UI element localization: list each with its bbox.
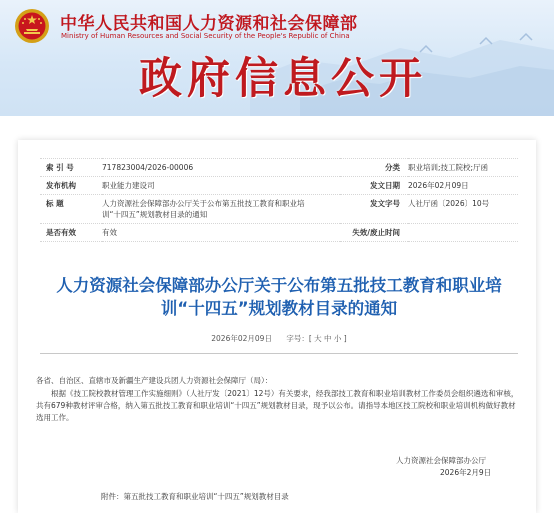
issuer-value: 职业能力建设司 <box>102 177 340 195</box>
publish-info-bar <box>40 333 518 344</box>
attachment-link[interactable]: 附件：第五批技工教育和职业培训“十四五”规划教材目录 <box>101 492 289 501</box>
index-label: 索 引 号 <box>40 159 102 177</box>
ministry-name-cn: 中华人民共和国人力资源和社会保障部 <box>60 14 358 34</box>
valid-value: 有效 <box>102 224 340 242</box>
date-label: 发文日期 <box>340 177 408 195</box>
metadata-row <box>40 224 518 242</box>
addressee: 各省、自治区、直辖市及新疆生产建设兵团人力资源社会保障厅（局）： <box>36 376 273 385</box>
date-value: 2026年02月09日 <box>408 177 518 195</box>
title-value: 人力资源社会保障部办公厅关于公布第五批技工教育和职业培训“十四五”规划教材目录的通知 <box>102 195 340 224</box>
metadata-row <box>40 195 518 224</box>
body-paragraph: 根据《技工院校教材管理工作实施细则》（人社厅发〔2021〕12号）有关要求，经我部技工教育和职业培训教材工作委员会组织遴选和审核，共有679种教材评审合格，纳入第五批技工教育和职业培训“十四五”规划教材目录，现予以公布。请指导本地区技工院校和职业培训机构做好教材选用工作。 <box>36 389 519 422</box>
document-metadata-table <box>40 158 518 242</box>
index-value: 717823004/2026-00006 <box>102 159 340 177</box>
banner-title: 政府信息公开 <box>139 54 427 104</box>
docno-value: 人社厅函〔2026〕10号 <box>408 195 518 224</box>
publish-date: 2026年02月09日 <box>211 334 272 343</box>
signature-organization: 人力资源社会保障部办公厅 <box>396 456 486 465</box>
issuer-label: 发布机构 <box>40 177 102 195</box>
expiry-value <box>408 224 518 242</box>
valid-label: 是否有效 <box>40 224 102 242</box>
ministry-name-en: Ministry of Human Resources and Social Security of the People's Republic of China <box>61 32 350 40</box>
title-label: 标 题 <box>40 195 102 224</box>
divider <box>40 353 518 354</box>
expiry-label: 失效/废止时间 <box>340 224 408 242</box>
docno-label: 发文字号 <box>340 195 408 224</box>
metadata-row <box>40 177 518 195</box>
category-value: 职业培训;技工院校;厅函 <box>408 159 518 177</box>
metadata-row <box>40 159 518 177</box>
national-emblem-icon <box>14 8 50 44</box>
category-label: 分类 <box>340 159 408 177</box>
site-header <box>0 0 554 116</box>
font-size-control[interactable]: 字号：[ 大 中 小 ] <box>286 334 347 343</box>
signature-date: 2026年2月9日 <box>440 468 492 477</box>
document-title: 人力资源社会保障部办公厅关于公布第五批技工教育和职业培训“十四五”规划教材目录的通知 <box>56 276 502 318</box>
